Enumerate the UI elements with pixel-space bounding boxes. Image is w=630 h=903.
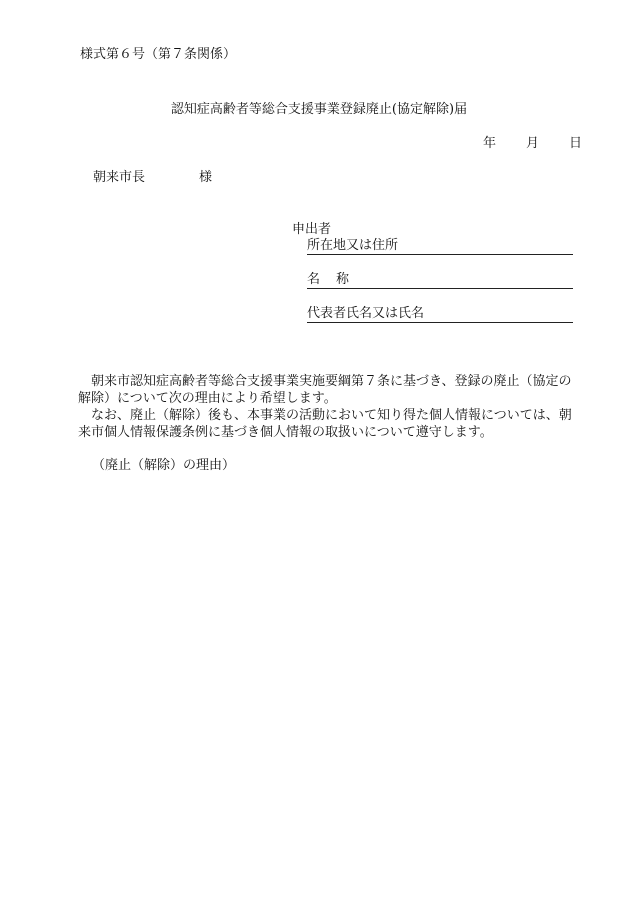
form-number: 様式第６号（第７条関係） xyxy=(80,47,237,62)
name-label-2: 称 xyxy=(336,272,350,287)
date-day: 日 xyxy=(568,136,582,151)
recipient-name: 朝来市長 xyxy=(93,170,146,185)
date-line xyxy=(483,136,582,152)
recipient-honorific: 様 xyxy=(199,170,213,185)
body-paragraph-2: なお、廃止（解除）後も、本事業の活動において知り得た個人情報については、朝来市個人情報保護条例に基づき個人情報の取扱いについて遵守します。 xyxy=(78,408,572,440)
applicant-label: 申出者 xyxy=(292,222,332,237)
address-label: 所在地又は住所 xyxy=(307,238,399,253)
representative-field[interactable] xyxy=(307,306,573,323)
reason-label: （廃止（解除）の理由） xyxy=(92,458,236,473)
name-field[interactable] xyxy=(307,272,573,289)
representative-label: 代表者氏名又は氏名 xyxy=(307,306,425,321)
recipient xyxy=(93,170,212,186)
body-paragraph-1: 朝来市認知症高齢者等総合支援事業実施要綱第７条に基づき、登録の廃止（協定の解除）について次の理由により希望します。 xyxy=(78,374,572,406)
date-month: 月 xyxy=(525,136,539,151)
address-field[interactable] xyxy=(307,238,573,255)
date-year: 年 xyxy=(482,136,496,151)
document-title: 認知症高齢者等総合支援事業登録廃止(協定解除)届 xyxy=(170,102,468,117)
body-text xyxy=(78,373,583,441)
name-label-1: 名 xyxy=(307,272,321,287)
